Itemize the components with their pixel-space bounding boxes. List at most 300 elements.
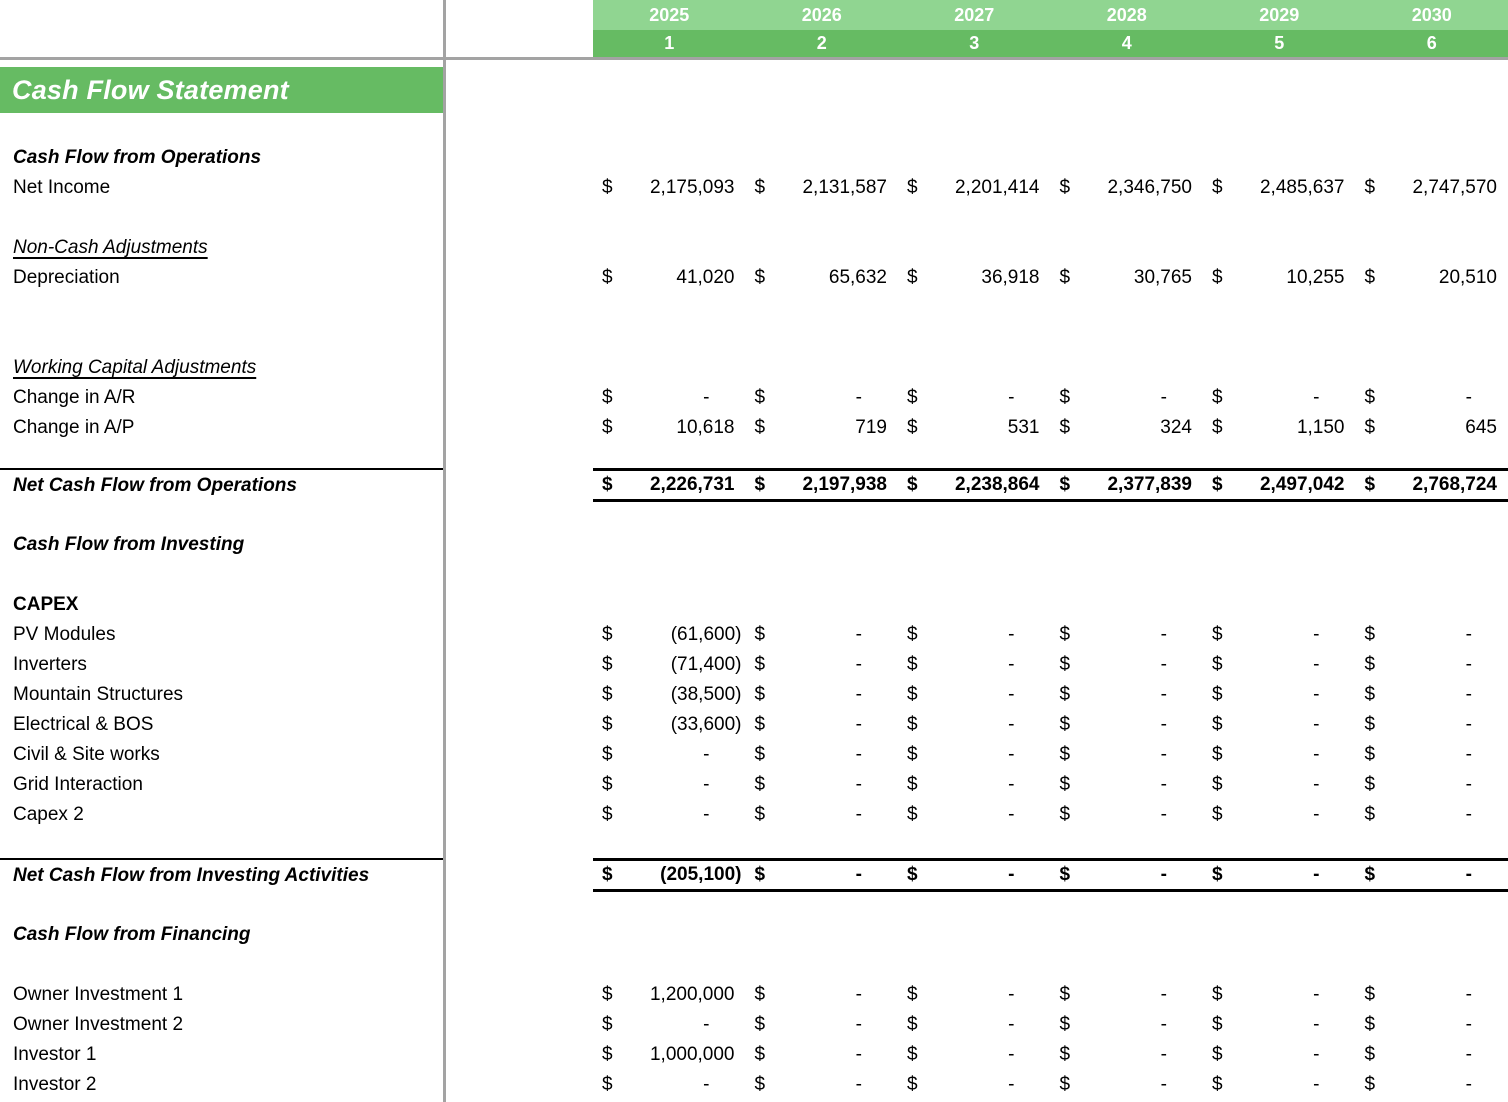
cell-amount: -	[1313, 984, 1320, 1005]
currency-symbol: $	[754, 744, 766, 765]
value-cell[interactable]	[1356, 680, 1508, 710]
row-label[interactable]	[0, 770, 443, 800]
value-cell[interactable]	[1203, 471, 1356, 499]
row-label-text: CAPEX	[13, 594, 79, 615]
cell-amount: 1,000,000	[649, 1044, 735, 1065]
row-values	[593, 143, 1508, 173]
cell-amount: 2,226,731	[649, 474, 735, 495]
value-cell[interactable]	[746, 710, 899, 740]
value-cell[interactable]	[593, 173, 746, 203]
row-label-text: Depreciation	[13, 267, 120, 288]
value-cell[interactable]	[1051, 740, 1204, 770]
row-label-text: Mountain Structures	[13, 684, 184, 705]
row-label-text: Non-Cash Adjustments	[13, 237, 208, 258]
row-label-text: Working Capital Adjustments	[13, 357, 257, 378]
table-row	[0, 1070, 1508, 1100]
cell-amount: 324	[1160, 417, 1192, 438]
cell-amount: (205,100)	[660, 864, 742, 885]
currency-symbol: $	[1364, 984, 1376, 1005]
value-cell[interactable]	[1051, 650, 1204, 680]
value-cell[interactable]	[1051, 471, 1204, 499]
value-cell[interactable]	[1051, 710, 1204, 740]
cell-amount: -	[1160, 1044, 1167, 1065]
currency-symbol: $	[1059, 1044, 1071, 1065]
currency-symbol: $	[907, 1014, 918, 1035]
value-cell[interactable]	[593, 471, 746, 499]
currency-symbol: $	[1364, 177, 1376, 198]
value-cell[interactable]	[1051, 770, 1204, 800]
value-cell[interactable]	[1203, 740, 1356, 770]
blank-row	[0, 502, 1508, 530]
blank-row	[0, 892, 1508, 920]
value-cell[interactable]	[1051, 620, 1204, 650]
column-gap	[443, 740, 593, 770]
cell-amount: -	[1465, 714, 1472, 735]
value-cell[interactable]	[746, 861, 899, 889]
value-cell[interactable]	[1356, 650, 1508, 680]
row-label[interactable]	[0, 143, 443, 173]
value-cell[interactable]	[1203, 1040, 1356, 1070]
currency-symbol: $	[602, 1074, 613, 1095]
cell-amount: 20,510	[1438, 267, 1497, 288]
cell-amount: -	[855, 984, 862, 1005]
table-row	[0, 173, 1508, 203]
cell-amount: -	[855, 714, 862, 735]
cell-amount: 2,131,587	[802, 177, 887, 198]
value-cell[interactable]	[1356, 710, 1508, 740]
value-cell[interactable]	[1203, 710, 1356, 740]
period-header-4[interactable]: 4	[1121, 33, 1132, 53]
cell-amount: -	[855, 804, 862, 825]
value-cell[interactable]	[593, 680, 746, 710]
value-cell[interactable]	[593, 650, 746, 680]
value-cell[interactable]	[1203, 980, 1356, 1010]
cell-amount: -	[855, 624, 862, 645]
cell-amount: -	[1160, 804, 1167, 825]
currency-symbol: $	[907, 1074, 918, 1095]
column-gap	[443, 710, 593, 740]
value-cell[interactable]	[1051, 383, 1204, 413]
currency-symbol: $	[1364, 267, 1376, 288]
value-cell[interactable]	[898, 650, 1051, 680]
value-cell[interactable]	[593, 620, 746, 650]
currency-symbol: $	[602, 984, 613, 1005]
row-label[interactable]	[0, 530, 443, 560]
column-gap	[443, 143, 593, 173]
row-values	[593, 383, 1508, 413]
table-row	[0, 263, 1508, 293]
column-gap	[443, 233, 593, 263]
value-cell[interactable]	[746, 383, 899, 413]
value-cell[interactable]	[1356, 740, 1508, 770]
currency-symbol: $	[602, 864, 613, 885]
value-cell[interactable]	[898, 173, 1051, 203]
row-values	[593, 263, 1508, 293]
cell-amount: -	[703, 744, 710, 765]
value-cell[interactable]	[1051, 800, 1204, 830]
row-label[interactable]	[0, 858, 443, 892]
year-header-2029[interactable]: 2029	[1259, 4, 1300, 25]
currency-symbol: $	[907, 1044, 918, 1065]
cell-amount: 2,201,414	[954, 177, 1040, 198]
value-cell[interactable]	[898, 680, 1051, 710]
value-cell[interactable]	[1203, 861, 1356, 889]
cell-amount: 2,377,839	[1107, 474, 1192, 495]
row-label[interactable]	[0, 620, 443, 650]
currency-symbol: $	[1059, 1074, 1071, 1095]
value-cell[interactable]	[1356, 173, 1508, 203]
row-label-text: Civil & Site works	[13, 744, 160, 765]
value-cell[interactable]	[1051, 173, 1204, 203]
value-cell[interactable]	[746, 680, 899, 710]
row-label-text: Cash Flow from Investing	[13, 534, 245, 555]
cell-amount: -	[703, 387, 710, 408]
value-cell[interactable]	[898, 383, 1051, 413]
value-cell[interactable]	[1356, 383, 1508, 413]
value-cell[interactable]	[1356, 263, 1508, 293]
cell-amount: -	[1008, 684, 1015, 705]
value-cell[interactable]	[898, 861, 1051, 889]
value-cell[interactable]	[1356, 980, 1508, 1010]
value-cell[interactable]	[593, 263, 746, 293]
value-cell[interactable]	[593, 710, 746, 740]
currency-symbol: $	[1212, 1014, 1223, 1035]
column-gap	[443, 858, 593, 892]
table-row	[0, 650, 1508, 680]
value-cell[interactable]	[1203, 263, 1356, 293]
statement-title-cell[interactable]	[0, 67, 443, 113]
cell-amount: -	[855, 387, 862, 408]
value-cell[interactable]	[1356, 413, 1508, 443]
period-header-1[interactable]: 1	[664, 33, 675, 53]
value-cell[interactable]	[593, 1040, 746, 1070]
value-cell[interactable]	[1203, 1010, 1356, 1040]
cell-amount: -	[1008, 1074, 1015, 1095]
value-cell[interactable]	[1356, 800, 1508, 830]
row-label[interactable]	[0, 1040, 443, 1070]
column-gap	[443, 620, 593, 650]
row-label[interactable]	[0, 353, 443, 383]
value-cell[interactable]	[1203, 1070, 1356, 1100]
row-label[interactable]	[0, 980, 443, 1010]
value-cell[interactable]	[593, 861, 746, 889]
currency-symbol: $	[1364, 417, 1376, 438]
currency-symbol: $	[1212, 864, 1223, 885]
cell-amount: 2,485,637	[1259, 177, 1345, 198]
currency-symbol: $	[1059, 774, 1071, 795]
value-cell[interactable]	[1051, 1040, 1204, 1070]
value-cell[interactable]	[898, 710, 1051, 740]
currency-symbol: $	[602, 654, 613, 675]
row-label-text: Cash Flow from Operations	[13, 147, 262, 168]
currency-symbol: $	[602, 804, 613, 825]
value-cell[interactable]	[746, 620, 899, 650]
currency-symbol: $	[754, 1044, 766, 1065]
row-values	[593, 980, 1508, 1010]
currency-symbol: $	[602, 267, 613, 288]
value-cell[interactable]	[898, 1040, 1051, 1070]
cell-amount: 2,197,938	[802, 474, 887, 495]
value-cell[interactable]	[898, 413, 1051, 443]
currency-symbol: $	[602, 417, 613, 438]
value-cell[interactable]	[746, 1010, 899, 1040]
cell-amount: -	[1465, 387, 1472, 408]
value-cell[interactable]	[1356, 770, 1508, 800]
value-cell[interactable]	[1051, 1070, 1204, 1100]
value-cell[interactable]	[1051, 413, 1204, 443]
row-label[interactable]	[0, 590, 443, 620]
row-values	[593, 1040, 1508, 1070]
column-gap	[443, 383, 593, 413]
cell-amount: -	[1465, 684, 1472, 705]
cell-amount: -	[855, 1014, 862, 1035]
year-header-2025[interactable]: 2025	[649, 4, 690, 25]
value-cell[interactable]	[1356, 1040, 1508, 1070]
period-header-6[interactable]: 6	[1426, 33, 1437, 53]
period-header-5[interactable]: 5	[1274, 33, 1285, 53]
period-header-3[interactable]: 3	[969, 33, 980, 53]
table-row	[0, 710, 1508, 740]
value-cell[interactable]	[1051, 680, 1204, 710]
value-cell[interactable]	[898, 620, 1051, 650]
cell-amount: -	[1160, 864, 1167, 885]
value-cell[interactable]	[746, 413, 899, 443]
value-cell[interactable]	[1203, 413, 1356, 443]
value-cell[interactable]	[1051, 263, 1204, 293]
row-values	[593, 710, 1508, 740]
row-label[interactable]	[0, 800, 443, 830]
value-cell[interactable]	[1203, 620, 1356, 650]
currency-symbol: $	[754, 714, 766, 735]
currency-symbol: $	[1212, 684, 1223, 705]
value-cell[interactable]	[1356, 620, 1508, 650]
row-label-text: Owner Investment 2	[13, 1014, 184, 1035]
value-cell[interactable]	[1203, 383, 1356, 413]
value-cell[interactable]	[1356, 1070, 1508, 1100]
row-label-text: Cash Flow from Financing	[13, 924, 251, 945]
currency-symbol: $	[1364, 804, 1376, 825]
value-cell[interactable]	[1203, 680, 1356, 710]
row-label[interactable]	[0, 680, 443, 710]
currency-symbol: $	[907, 774, 918, 795]
value-cell[interactable]	[593, 740, 746, 770]
row-label[interactable]	[0, 1070, 443, 1100]
column-gap	[443, 263, 593, 293]
table-row	[0, 858, 1508, 892]
year-header-2026[interactable]: 2026	[801, 4, 842, 25]
cell-amount: 2,747,570	[1412, 177, 1497, 198]
value-cell[interactable]	[746, 1040, 899, 1070]
cell-amount: 2,175,093	[649, 177, 735, 198]
year-header-2030[interactable]: 2030	[1411, 4, 1452, 25]
blank-row	[0, 950, 1508, 980]
currency-symbol: $	[754, 654, 766, 675]
value-cell[interactable]	[1356, 861, 1508, 889]
row-label[interactable]	[0, 710, 443, 740]
cell-amount: -	[1465, 1014, 1472, 1035]
period-header-2[interactable]: 2	[816, 33, 827, 53]
row-label[interactable]	[0, 173, 443, 203]
cell-amount: -	[855, 744, 862, 765]
value-cell[interactable]	[593, 413, 746, 443]
table-row	[0, 590, 1508, 620]
currency-symbol: $	[1364, 387, 1376, 408]
currency-symbol: $	[754, 1014, 766, 1035]
row-label[interactable]	[0, 650, 443, 680]
currency-symbol: $	[602, 177, 613, 198]
value-cell[interactable]	[1203, 800, 1356, 830]
blank-row	[0, 830, 1508, 858]
currency-symbol: $	[1212, 984, 1223, 1005]
column-gap	[443, 353, 593, 383]
cell-amount: -	[703, 774, 710, 795]
column-gap	[443, 1040, 593, 1070]
value-cell[interactable]	[593, 770, 746, 800]
currency-symbol: $	[1212, 714, 1223, 735]
value-cell[interactable]	[898, 263, 1051, 293]
row-values	[593, 770, 1508, 800]
row-label-text: Capex 2	[13, 804, 84, 825]
currency-symbol: $	[1059, 474, 1071, 495]
period-number-header-row	[593, 30, 1508, 57]
row-values	[593, 590, 1508, 620]
row-label[interactable]	[0, 263, 443, 293]
value-cell[interactable]	[593, 383, 746, 413]
value-cell[interactable]	[746, 471, 899, 499]
cell-amount: -	[1313, 387, 1320, 408]
value-cell[interactable]	[593, 1070, 746, 1100]
cell-amount: -	[1313, 1014, 1320, 1035]
row-values	[593, 650, 1508, 680]
currency-symbol: $	[1059, 984, 1071, 1005]
cell-amount: -	[1465, 1044, 1472, 1065]
value-cell[interactable]	[1051, 861, 1204, 889]
value-cell[interactable]	[898, 740, 1051, 770]
currency-symbol: $	[1059, 744, 1071, 765]
year-header-2028[interactable]: 2028	[1106, 4, 1147, 25]
currency-symbol: $	[1364, 864, 1376, 885]
value-cell[interactable]	[1203, 770, 1356, 800]
value-cell[interactable]	[1203, 173, 1356, 203]
value-cell[interactable]	[593, 980, 746, 1010]
cell-amount: 1,200,000	[649, 984, 735, 1005]
cell-amount: -	[1008, 624, 1015, 645]
value-cell[interactable]	[1356, 1010, 1508, 1040]
value-cell[interactable]	[746, 800, 899, 830]
table-row	[0, 680, 1508, 710]
currency-symbol: $	[1364, 744, 1376, 765]
currency-symbol: $	[1212, 267, 1223, 288]
row-label[interactable]	[0, 920, 443, 950]
value-cell[interactable]	[746, 740, 899, 770]
currency-symbol: $	[1059, 267, 1071, 288]
currency-symbol: $	[602, 684, 613, 705]
column-gap	[443, 1010, 593, 1040]
page-title: Cash Flow Statement	[12, 74, 289, 105]
row-values	[593, 800, 1508, 830]
cell-amount: -	[1465, 804, 1472, 825]
cell-amount: 531	[1007, 417, 1040, 438]
value-cell[interactable]	[898, 1070, 1051, 1100]
horizontal-gridline	[0, 57, 1508, 60]
value-cell[interactable]	[898, 1010, 1051, 1040]
value-cell[interactable]	[746, 263, 899, 293]
cell-amount: (33,600)	[670, 714, 742, 735]
cell-amount: 645	[1465, 417, 1497, 438]
value-cell[interactable]	[898, 770, 1051, 800]
value-cell[interactable]	[593, 800, 746, 830]
row-values	[593, 468, 1508, 502]
value-cell[interactable]	[593, 1010, 746, 1040]
value-cell[interactable]	[1051, 1010, 1204, 1040]
currency-symbol: $	[1212, 417, 1223, 438]
value-cell[interactable]	[898, 471, 1051, 499]
currency-symbol: $	[1059, 684, 1071, 705]
cell-amount: -	[1313, 744, 1320, 765]
currency-symbol: $	[1364, 774, 1376, 795]
value-cell[interactable]	[746, 980, 899, 1010]
row-label[interactable]	[0, 383, 443, 413]
row-label-text: Change in A/R	[13, 387, 136, 408]
value-cell[interactable]	[746, 770, 899, 800]
currency-symbol: $	[907, 804, 918, 825]
row-values	[593, 920, 1508, 950]
value-cell[interactable]	[746, 1070, 899, 1100]
cell-amount: 719	[855, 417, 887, 438]
currency-symbol: $	[754, 984, 766, 1005]
value-cell[interactable]	[898, 980, 1051, 1010]
currency-symbol: $	[1059, 624, 1071, 645]
cell-amount: -	[703, 1074, 710, 1095]
column-gap	[443, 800, 593, 830]
row-values	[593, 620, 1508, 650]
value-cell[interactable]	[746, 173, 899, 203]
row-label[interactable]	[0, 233, 443, 263]
row-label-text: Net Cash Flow from Operations	[13, 475, 297, 496]
currency-symbol: $	[1212, 744, 1223, 765]
cell-amount: -	[1160, 744, 1167, 765]
value-cell[interactable]	[898, 800, 1051, 830]
currency-symbol: $	[602, 744, 613, 765]
row-label-text: Electrical & BOS	[13, 714, 154, 735]
cell-amount: -	[855, 864, 862, 885]
value-cell[interactable]	[1356, 471, 1508, 499]
table-row	[0, 620, 1508, 650]
column-gap	[443, 920, 593, 950]
row-label[interactable]	[0, 413, 443, 443]
cell-amount: -	[1008, 1044, 1015, 1065]
table-row	[0, 1010, 1508, 1040]
value-cell[interactable]	[1051, 980, 1204, 1010]
cell-amount: -	[1008, 1014, 1015, 1035]
currency-symbol: $	[754, 267, 766, 288]
currency-symbol: $	[907, 417, 918, 438]
currency-symbol: $	[907, 624, 918, 645]
value-cell[interactable]	[746, 650, 899, 680]
currency-symbol: $	[907, 714, 918, 735]
year-header-2027[interactable]: 2027	[954, 4, 995, 25]
row-label[interactable]	[0, 740, 443, 770]
table-row	[0, 920, 1508, 950]
cell-amount: -	[1313, 1044, 1320, 1065]
row-values	[593, 740, 1508, 770]
cell-amount: -	[1313, 774, 1320, 795]
row-label[interactable]	[0, 1010, 443, 1040]
value-cell[interactable]	[1203, 650, 1356, 680]
currency-symbol: $	[1059, 714, 1071, 735]
row-label[interactable]	[0, 468, 443, 502]
column-gap	[443, 770, 593, 800]
